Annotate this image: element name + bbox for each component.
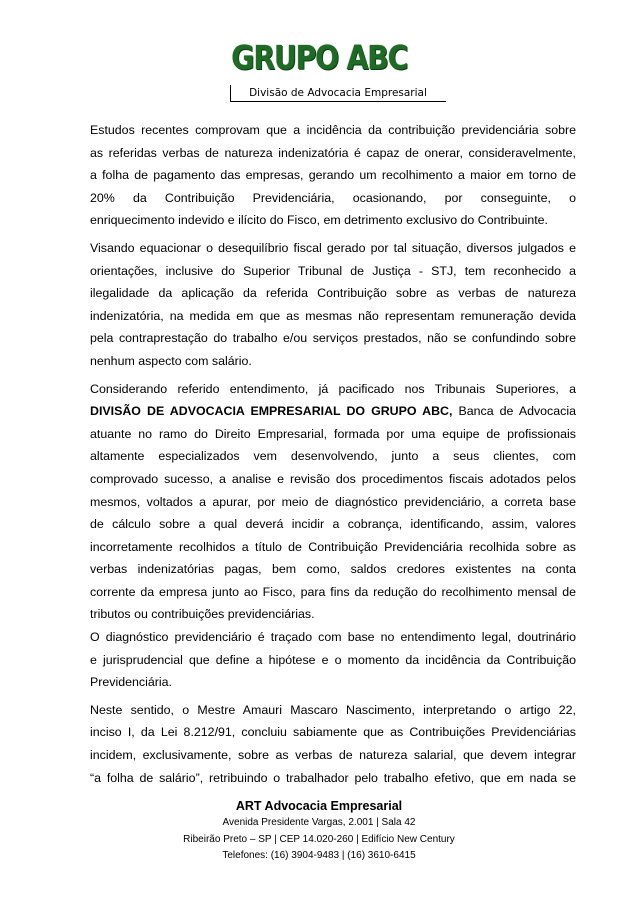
text-line: e jurisprudencial que define a hipótese e o momento da incidência da Contribuição <box>90 652 576 667</box>
text-line: incidem, exclusivamente, sobre as verbas de natureza salarial, que devem integrar <box>90 748 576 763</box>
footer-address-2: Ribeirão Preto – SP | CEP 14.020-260 | Edifício New Century <box>183 833 455 845</box>
text-line: indenizatória, na medida em que as mesmas não representam remuneração devida <box>90 308 576 323</box>
footer-address-1: Avenida Presidente Vargas, 2.001 | Sala 42 <box>222 817 416 828</box>
text-line: ilegalidade da aplicação da referida Contribuição sobre as verbas de natureza <box>90 286 576 301</box>
text-line: Considerando referido entendimento, já pacificado nos Tribunais Superiores, a <box>90 381 576 396</box>
text-line: altamente especializados vem desenvolvendo, junto a seus clientes, com <box>90 449 576 464</box>
text-line: de cálculo sobre a qual deverá incidir a cobrança, identificando, assim, valores <box>90 517 576 532</box>
text-line: Visando equacionar o desequilíbrio fiscal gerado por tal situação, diversos julgados e <box>90 240 576 255</box>
text-line: 20% da Contribuição Previdenciária, ocasionando, por conseguinte, o <box>90 190 576 205</box>
text-line: nenhum aspecto com salário. <box>90 353 252 368</box>
text-line: tributos ou contribuições previdenciárias. <box>90 607 315 622</box>
document-body <box>90 119 576 789</box>
text-line <box>90 400 576 423</box>
text-line: incorretamente recolhidos a título de Contribuição Previdenciária recolhida sobre as <box>90 539 576 554</box>
text-line: O diagnóstico previdenciário é traçado com base no entendimento legal, doutrinário <box>90 630 576 645</box>
text-line: enriquecimento indevido e ilícito do Fisco, em detrimento exclusivo do Contribuinte. <box>90 213 548 228</box>
paragraph-4 <box>90 626 576 694</box>
text-line: atuante no ramo do Direito Empresarial, formada por uma equipe de profissionais <box>90 426 576 441</box>
bold-division-name: DIVISÃO DE ADVOCACIA EMPRESARIAL DO GRUPO ABC, <box>90 404 453 419</box>
company-logo: GRUPO ABC <box>231 38 407 77</box>
paragraph-5 <box>90 699 576 789</box>
text-line: orientações, inclusive do Superior Tribunal de Justiça - STJ, tem reconhecido a <box>90 263 576 278</box>
text-line: inciso I, da Lei 8.212/91, concluiu sabiamente que as Contribuições Previdenciárias <box>90 725 576 740</box>
footer-title: ART Advocacia Empresarial <box>235 799 403 813</box>
paragraph-3 <box>90 378 576 627</box>
text-line: as referidas verbas de natureza indenizatória é capaz de onerar, consideravelmente, <box>90 145 576 160</box>
text-line: pela contraprestação do trabalho e/ou serviços prestados, não se confundindo sobre <box>90 331 576 346</box>
text-line: verbas indenizatórias pagas, bem como, saldos credores existentes na conta <box>90 562 576 577</box>
text-line: Previdenciária. <box>90 675 172 690</box>
paragraph-2 <box>90 237 576 373</box>
text-line: “a folha de salário”, retribuindo o trabalhador pelo trabalho efetivo, que em nada se <box>90 770 576 785</box>
footer-phones: Telefones: (16) 3904-9483 | (16) 3610-6415 <box>222 850 416 861</box>
letterhead-footer <box>0 797 638 865</box>
text-line: Estudos recentes comprovam que a incidência da contribuição previdenciária sobre <box>90 123 576 137</box>
letterhead <box>0 38 638 99</box>
text-line: comprovado sucesso, a analise e revisão dos procedimentos fiscais adotados pelos <box>90 471 576 486</box>
text-line: corrente da empresa junto ao Fisco, para fins da redução do recolhimento mensal de <box>90 584 576 599</box>
subtitle-box <box>230 85 446 102</box>
paragraph-1 <box>90 119 576 232</box>
text-fragment: Banca de Advocacia <box>452 404 576 419</box>
text-line: Neste sentido, o Mestre Amauri Mascaro Nascimento, interpretando o artigo 22, <box>90 702 576 717</box>
text-line: mesmos, voltados a apurar, por meio de diagnóstico previdenciário, a correta base <box>90 494 576 509</box>
division-subtitle: Divisão de Advocacia Empresarial <box>249 87 427 99</box>
text-line: a folha de pagamento das empresas, gerando um recolhimento a maior em torno de <box>90 168 576 183</box>
